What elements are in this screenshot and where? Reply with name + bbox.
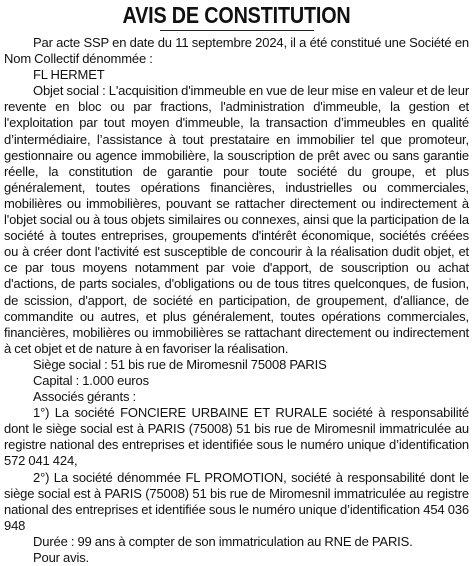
corporate-purpose-paragraph: Objet social : L'acquisition d'immeuble en vue de leur mise en valeur et de leur revente en bloc ou par fractions, l'administration d'immeuble, la gestion et l'exploitation par tout moyen d'immeuble, la transaction d’immeubles en qualité d’intermédiaire, l’assistance à tout prestataire en immobilier tel que promoteur, gestionnaire ou agence immobilière, la souscription de prêt avec ou sans garantie réelle, la constitution de garantie pour toute société du groupe, et plus généralement, toutes opérations financières, industrielles ou commerciales, mobilières ou immobilières, pouvant se rattacher directement ou indirectement à l'objet social ou à tous objets similaires ou connexes, ainsi que la participation de la société à toutes entreprises, groupements d'intérêt économique, sociétés créées ou à créer dont l'activité est susceptible de concourir à la réalisation dudit objet, et ce par tous moyens notamment par voie d'apport, de souscription ou achat d'actions, de parts sociales, d'obligations ou de tous titres quelconques, de fusion, de scission, d'apport, de société en participation, de groupement, d'alliance, de commandite ou autres, et plus généralement, toutes opérations commerciales, financières, mobilières ou immobilières se rattachant directement ou indirectement à cet objet et de nature à en favoriser la réalisation.	[4, 83, 469, 356]
closing-line: Pour avis.	[33, 550, 90, 565]
share-capital: Capital : 1.000 euros	[33, 372, 149, 388]
notice-title: AVIS DE CONSTITUTION	[122, 2, 351, 28]
company-name: FL HERMET	[33, 67, 105, 83]
constitution-paragraph: Par acte SSP en date du 11 septembre 2024, il a été constitué une Société en Nom Collectif dénommée :	[4, 35, 469, 67]
managing-partners-heading: Associés gérants :	[33, 389, 136, 405]
legal-notice	[4, 2, 469, 565]
managing-partner-1: 1°) La société FONCIERE URBAINE ET RURALE société à responsabilité dont le siège social est à PARIS (75008) 51 bis rue de Miromesnil immatriculée au registre national des entreprises et identifiée sous le numéro unique d’identification 572 041 424,	[4, 405, 469, 469]
duration: Durée : 99 ans à compter de son immatriculation au RNE de PARIS.	[33, 533, 413, 549]
title-divider	[160, 30, 314, 31]
registered-office: Siège social : 51 bis rue de Miromesnil 75008 PARIS	[33, 356, 327, 372]
managing-partner-2: 2°) La société dénommée FL PROMOTION, société à responsabilité dont le siège social est à PARIS (75008) 51 bis rue de Miromesnil immatriculée au registre national des entreprises et identifiée sous le numéro unique d’identification 454 036 948	[4, 469, 469, 533]
notice-body	[4, 35, 469, 566]
